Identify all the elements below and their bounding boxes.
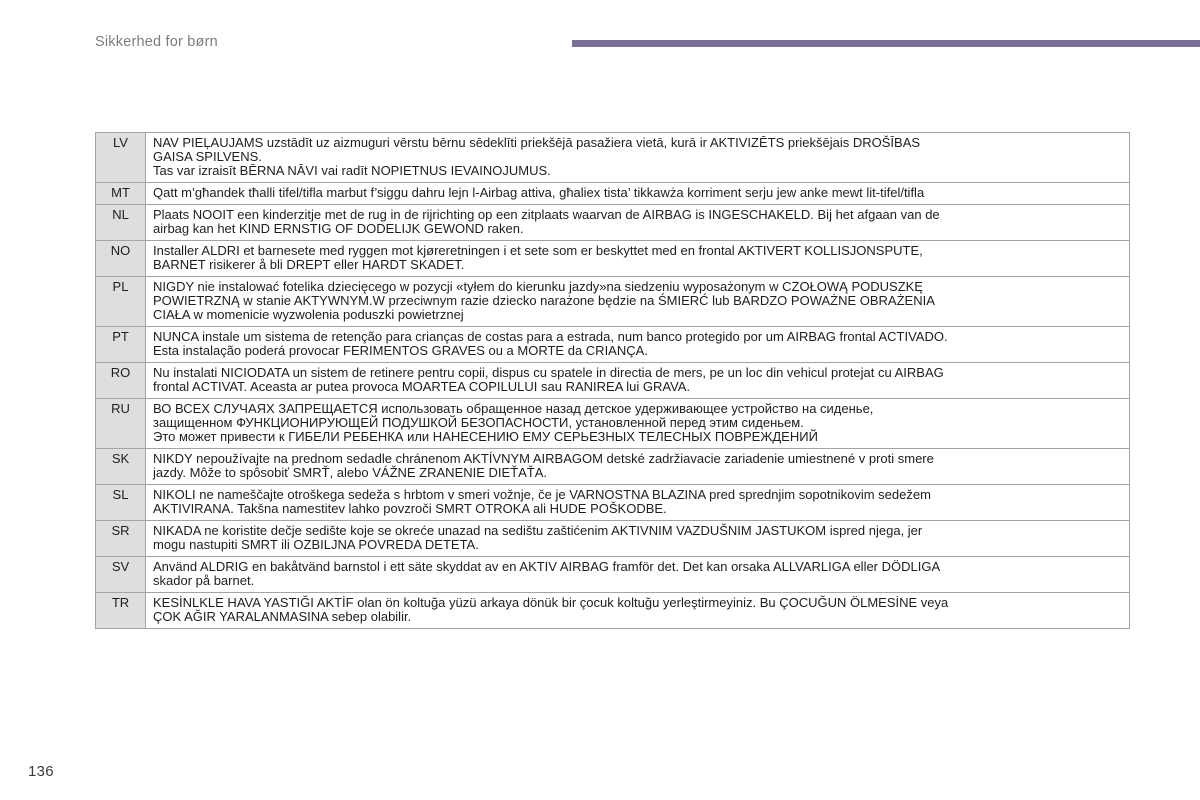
language-code: TR — [96, 593, 146, 629]
section-title: Sikkerhed for børn — [95, 34, 218, 50]
warning-text-line: ÇOK AĞIR YARALANMASINA sebep olabilir. — [153, 609, 412, 624]
warning-text — [146, 485, 1130, 521]
warning-text-line: Qatt m’għandek tħalli tifel/tifla marbut f’siggu dahru lejn l-Airbag attiva, għaliex tista’ tikkawża korriment serju jew anke mewt lit-tifel/tifla — [153, 185, 925, 200]
warning-row-sl — [96, 485, 1130, 521]
warning-text-line: защищенном ФУНКЦИОНИРУЮЩЕЙ ПОДУШКОЙ БЕЗОПАСНОСТИ, установленной перед этим сиденьем. — [153, 415, 804, 430]
warning-text-line: Esta instalação poderá provocar FERIMENTOS GRAVES ou a MORTE da CRIANÇA. — [153, 343, 648, 358]
warning-row-ru — [96, 399, 1130, 449]
warning-text-line: mogu nastupiti SMRT ili OZBILJNA POVREDA DETETA. — [153, 537, 479, 552]
warning-text-line: jazdy. Môže to spôsobiť SMRŤ, alebo VÁŽNE ZRANENIE DIEŤAŤA. — [153, 465, 548, 480]
warning-text — [146, 133, 1130, 183]
warning-text-line: GAISA SPILVENS. — [153, 149, 262, 164]
language-code: SV — [96, 557, 146, 593]
language-code: RU — [96, 399, 146, 449]
warning-row-nl — [96, 205, 1130, 241]
language-code: LV — [96, 133, 146, 183]
warning-text — [146, 183, 1130, 205]
warning-text-line: NIKDY nepoužívajte na prednom sedadle chránenom AKTÍVNYM AIRBAGOM detské zadržiavacie zariadenie umiestnené v proti smere — [153, 451, 934, 466]
warning-text-line: airbag kan het KIND ERNSTIG OF DODELIJK GEWOND raken. — [153, 221, 524, 236]
warning-table-body — [96, 133, 1130, 629]
warning-text-line: NIGDY nie instalować fotelika dziecięcego w pozycji «tyłem do kierunku jazdy»na siedzeniu wyposażonym w CZOŁOWĄ PODUSZKĘ — [153, 279, 923, 294]
language-code: SR — [96, 521, 146, 557]
warning-text — [146, 327, 1130, 363]
warning-text-line: Это может привести к ГИБЕЛИ РЕБЕНКА или НАНЕСЕНИЮ ЕМУ СЕРЬЕЗНЫХ ТЕЛЕСНЫХ ПОВРЕЖДЕНИЙ — [153, 429, 818, 444]
airbag-warning-table — [95, 132, 1130, 629]
language-code: NO — [96, 241, 146, 277]
warning-text — [146, 363, 1130, 399]
warning-text-line: KESİNLKLE HAVA YASTIĞI AKTİF olan ön koltuğa yüzü arkaya dönük bir çocuk koltuğu yerleştirmeyiniz. Bu ÇOCUĞUN ÖLMESİNE veya — [153, 595, 949, 610]
warning-row-mt — [96, 183, 1130, 205]
warning-row-lv — [96, 133, 1130, 183]
warning-text — [146, 205, 1130, 241]
language-code: MT — [96, 183, 146, 205]
warning-row-tr — [96, 593, 1130, 629]
page-number: 136 — [28, 763, 54, 780]
warning-text — [146, 241, 1130, 277]
language-code: NL — [96, 205, 146, 241]
warning-row-pl — [96, 277, 1130, 327]
warning-text-line: AKTIVIRANA. Takšna namestitev lahko povzroči SMRT OTROKA ali HUDE POŠKODBE. — [153, 501, 667, 516]
warning-text-line: frontal ACTIVAT. Aceasta ar putea provoca MOARTEA COPILULUI sau RANIREA lui GRAVA. — [153, 379, 691, 394]
warning-text-line: NIKOLI ne nameščajte otroškega sedeža s hrbtom v smeri vožnje, če je VARNOSTNA BLAZINA pred sprednjim sopotnikovim sedežem — [153, 487, 931, 502]
warning-row-ro — [96, 363, 1130, 399]
warning-text — [146, 399, 1130, 449]
language-code: PT — [96, 327, 146, 363]
warning-text-line: POWIETRZNĄ w stanie AKTYWNYM.W przeciwnym razie dziecko narażone będzie na ŚMIERĆ lub BARDZO POWAŻNE OBRAŻENIA — [153, 293, 935, 308]
warning-text-line: NAV PIEĻAUJAMS uzstādīt uz aizmuguri vērstu bērnu sēdeklīti priekšējā pasažiera vietā, kurā ir AKTIVIZĒTS priekšējais DROŠĪBAS — [153, 135, 921, 150]
warning-text-line: ВО ВСЕХ СЛУЧАЯХ ЗАПРЕЩАЕТСЯ использовать обращенное назад детское удерживающее устройство на сиденье, — [153, 401, 874, 416]
language-code: RO — [96, 363, 146, 399]
warning-text-line: CIAŁA w momenicie wyzwolenia poduszki powietrznej — [153, 307, 464, 322]
warning-text-line: Installer ALDRI et barnesete med ryggen mot kjøreretningen i et sete som er beskyttet med en frontal AKTIVERT KOLLISJONSPUTE, — [153, 243, 923, 258]
warning-text-line: NUNCA instale um sistema de retenção para crianças de costas para a estrada, num banco protegido por um AIRBAG frontal ACTIVADO. — [153, 329, 948, 344]
warning-row-no — [96, 241, 1130, 277]
warning-text-line: BARNET risikerer å bli DREPT eller HARDT SKADET. — [153, 257, 465, 272]
language-code: SK — [96, 449, 146, 485]
language-code: PL — [96, 277, 146, 327]
warning-text-line: skador på barnet. — [153, 573, 255, 588]
warning-row-pt — [96, 327, 1130, 363]
warning-row-sr — [96, 521, 1130, 557]
warning-row-sv — [96, 557, 1130, 593]
warning-text-line: Nu instalati NICIODATA un sistem de retinere pentru copii, dispus cu spatele in directia de mers, pe un loc din vehicul protejat cu AIRBAG — [153, 365, 944, 380]
language-code: SL — [96, 485, 146, 521]
warning-text — [146, 521, 1130, 557]
warning-row-sk — [96, 449, 1130, 485]
warning-text — [146, 277, 1130, 327]
warning-text-line: Plaats NOOIT een kinderzitje met de rug in de rijrichting op een zitplaats waarvan de AIRBAG is INGESCHAKELD. Bij het afgaan van de — [153, 207, 940, 222]
header-accent-bar — [572, 40, 1200, 47]
warning-text-line: Tas var izraisīt BĒRNA NĀVI vai radīt NOPIETNUS IEVAINOJUMUS. — [153, 163, 551, 178]
warning-text — [146, 449, 1130, 485]
warning-text — [146, 557, 1130, 593]
warning-text — [146, 593, 1130, 629]
warning-text-line: NIKADA ne koristite dečje sedište koje se okreće unazad na sedištu zaštićenim AKTIVNIM VAZDUŠNIM JASTUKOM ispred njega, jer — [153, 523, 923, 538]
warning-text-line: Använd ALDRIG en bakåtvänd barnstol i ett säte skyddat av en AKTIV AIRBAG framför det. Det kan orsaka ALLVARLIGA eller DÖDLIGA — [153, 559, 941, 574]
